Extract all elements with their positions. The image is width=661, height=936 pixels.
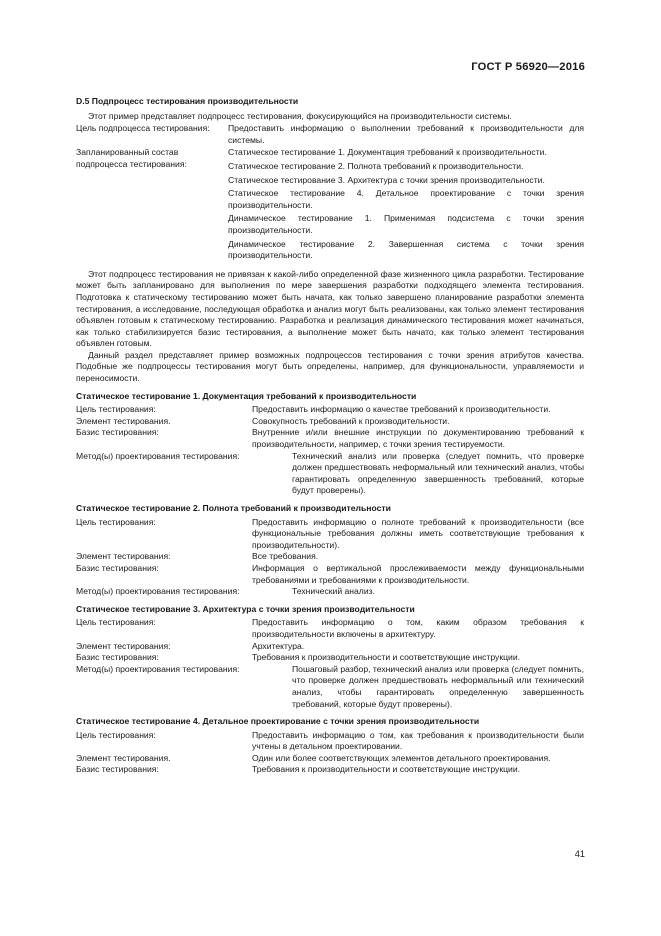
block-title-static-4: Статическое тестирование 4. Детальное проектирование с точки зрения производительности	[76, 716, 480, 727]
row-label: Элемент тестирования.	[76, 752, 171, 763]
block-row	[76, 617, 584, 640]
block-row	[76, 652, 584, 664]
composition-label	[76, 147, 228, 263]
row-label: Метод(ы) проектирования тестирования:	[76, 450, 240, 461]
goal-value: Предоставить информацию о выполнении требований к производительности для системы.	[228, 123, 584, 145]
row-value: Требования к производительности и соответствующие инструкции.	[252, 652, 521, 663]
composition-item: Статическое тестирование 4. Детальное проектирование с точки зрения производительности.	[228, 188, 584, 210]
row-value: Технический анализ.	[292, 586, 375, 597]
row-value: Совокупность требований к производительности.	[252, 415, 450, 426]
row-value: Все требования.	[252, 551, 319, 562]
block-row	[76, 753, 584, 765]
row-value: Предоставить информацию о качестве требований к производительности.	[252, 404, 551, 415]
block-row	[76, 451, 584, 497]
document-header: ГОСТ Р 56920—2016	[471, 61, 585, 73]
row-value: Внутренние и/или внешние инструкции по документированию требований к производительности, например, с точки зрения тестируемости.	[252, 427, 584, 450]
block-row	[76, 427, 584, 450]
row-label: Цель тестирования:	[76, 516, 156, 527]
paragraph-quality-attributes: Данный раздел представляет пример возможных подпроцессов тестирования с точки зрения атрибутов качества. Подобные же подпроцессы тестирования могут быть определены, например, для функциональности, управляемости и переносимости.	[76, 349, 584, 384]
row-value: Информация о вертикальной прослеживаемости между функциональными требованиями и требованиями к производительности.	[252, 562, 584, 585]
row-label: Базис тестирования:	[76, 427, 159, 438]
row-label: Базис тестирования:	[76, 764, 159, 775]
block-title-static-2: Статическое тестирование 2. Полнота требований к производительности	[76, 503, 391, 513]
composition-item: Статическое тестирование 3. Архитектура с точки зрения производительности.	[228, 174, 545, 185]
paragraph-lifecycle: Этот подпроцесс тестирования не привязан к какой-либо определенной фазе жизненного цикла разработки. Тестирование может быть запланировано для выполнения по мере завершения разработки подходящего элемента тестирования. Подготовка к статическому тестированию может быть начата, как только завершено планирование разработки элемента тестирования, а исследование, последующая обработка и анализ могут быть реализованы, как только элемент тестирования объявлен готовым к статическому тестированию. Разработка и реализация динамического тестирования может начинаться, как только стабилизируется базис тестирования, а выполнение может быть начато, как только элемент тестирования объявлен готовым.	[76, 268, 584, 349]
row-label: Элемент тестирования:	[76, 640, 171, 651]
block-row	[76, 551, 584, 563]
row-value: Предоставить информацию о том, каким образом требования к производительности включены в архитектуру.	[252, 617, 584, 639]
goal-label: Цель подпроцесса тестирования:	[76, 123, 210, 134]
row-value: Пошаговый разбор, технический анализ или проверка (следует помнить, что проверке должен предшествовать неформальный или технический анализ, чтобы гарантировать определенную завершенность требований, которые будут проверены).	[292, 663, 584, 709]
composition-label-line-1: Запланированный состав	[76, 147, 179, 158]
row-value: Технический анализ или проверка (следует помнить, что проверке должен предшествовать неформальный или технический анализ, чтобы гарантировать определенную завершенность требований, которые будут проверены).	[292, 450, 584, 496]
goal-row	[76, 123, 584, 146]
row-value: Предоставить информацию о том, как требования к производительности были учтены в детальном проектировании.	[252, 729, 584, 752]
block-title-static-1: Статическое тестирование 1. Документация требований к производительности	[76, 390, 417, 401]
row-label: Цель тестирования:	[76, 617, 156, 628]
block-row	[76, 730, 584, 753]
block-row	[76, 664, 584, 710]
composition-item: Динамическое тестирование 2. Завершенная система с точки зрения производительности.	[228, 238, 584, 261]
row-label: Базис тестирования:	[76, 562, 159, 573]
row-value: Требования к производительности и соответствующие инструкции.	[252, 764, 521, 775]
row-value: Архитектура.	[252, 640, 305, 651]
composition-label-line-2: подпроцесса тестирования:	[76, 158, 187, 169]
block-row	[76, 563, 584, 586]
composition-list	[228, 147, 584, 263]
row-label: Базис тестирования:	[76, 652, 159, 663]
block-row	[76, 764, 584, 776]
row-value: Один или более соответствующих элементов детального проектирования.	[252, 752, 551, 763]
page-number: 41	[574, 849, 585, 859]
row-label: Цель тестирования:	[76, 729, 156, 740]
composition-item: Статическое тестирование 2. Полнота требований к производительности.	[228, 160, 524, 171]
composition-item: Статическое тестирование 1. Документация требований к производительности.	[228, 147, 547, 158]
composition-item: Динамическое тестирование 1. Применимая подсистема с точки зрения производительности.	[228, 213, 584, 235]
page-content	[76, 96, 584, 776]
row-label: Элемент тестирования:	[76, 551, 171, 562]
section-title: D.5 Подпроцесс тестирования производительности	[76, 96, 299, 106]
block-row	[76, 641, 584, 653]
block-row	[76, 517, 584, 552]
row-label: Цель тестирования:	[76, 404, 156, 415]
row-label: Элемент тестирования.	[76, 415, 171, 426]
row-value: Предоставить информацию о полноте требований к производительности (все функциональные требования должны иметь соответствующие требования к производительности).	[252, 516, 584, 550]
row-label: Метод(ы) проектирования тестирования:	[76, 663, 240, 674]
block-title-static-3: Статическое тестирование 3. Архитектура с точки зрения производительности	[76, 603, 415, 614]
section-intro: Этот пример представляет подпроцесс тестирования, фокусирующийся на производительности системы.	[88, 110, 512, 121]
composition-row	[76, 147, 584, 263]
row-label: Метод(ы) проектирования тестирования:	[76, 586, 240, 597]
block-row	[76, 404, 584, 416]
block-row	[76, 416, 584, 428]
block-row	[76, 586, 584, 598]
